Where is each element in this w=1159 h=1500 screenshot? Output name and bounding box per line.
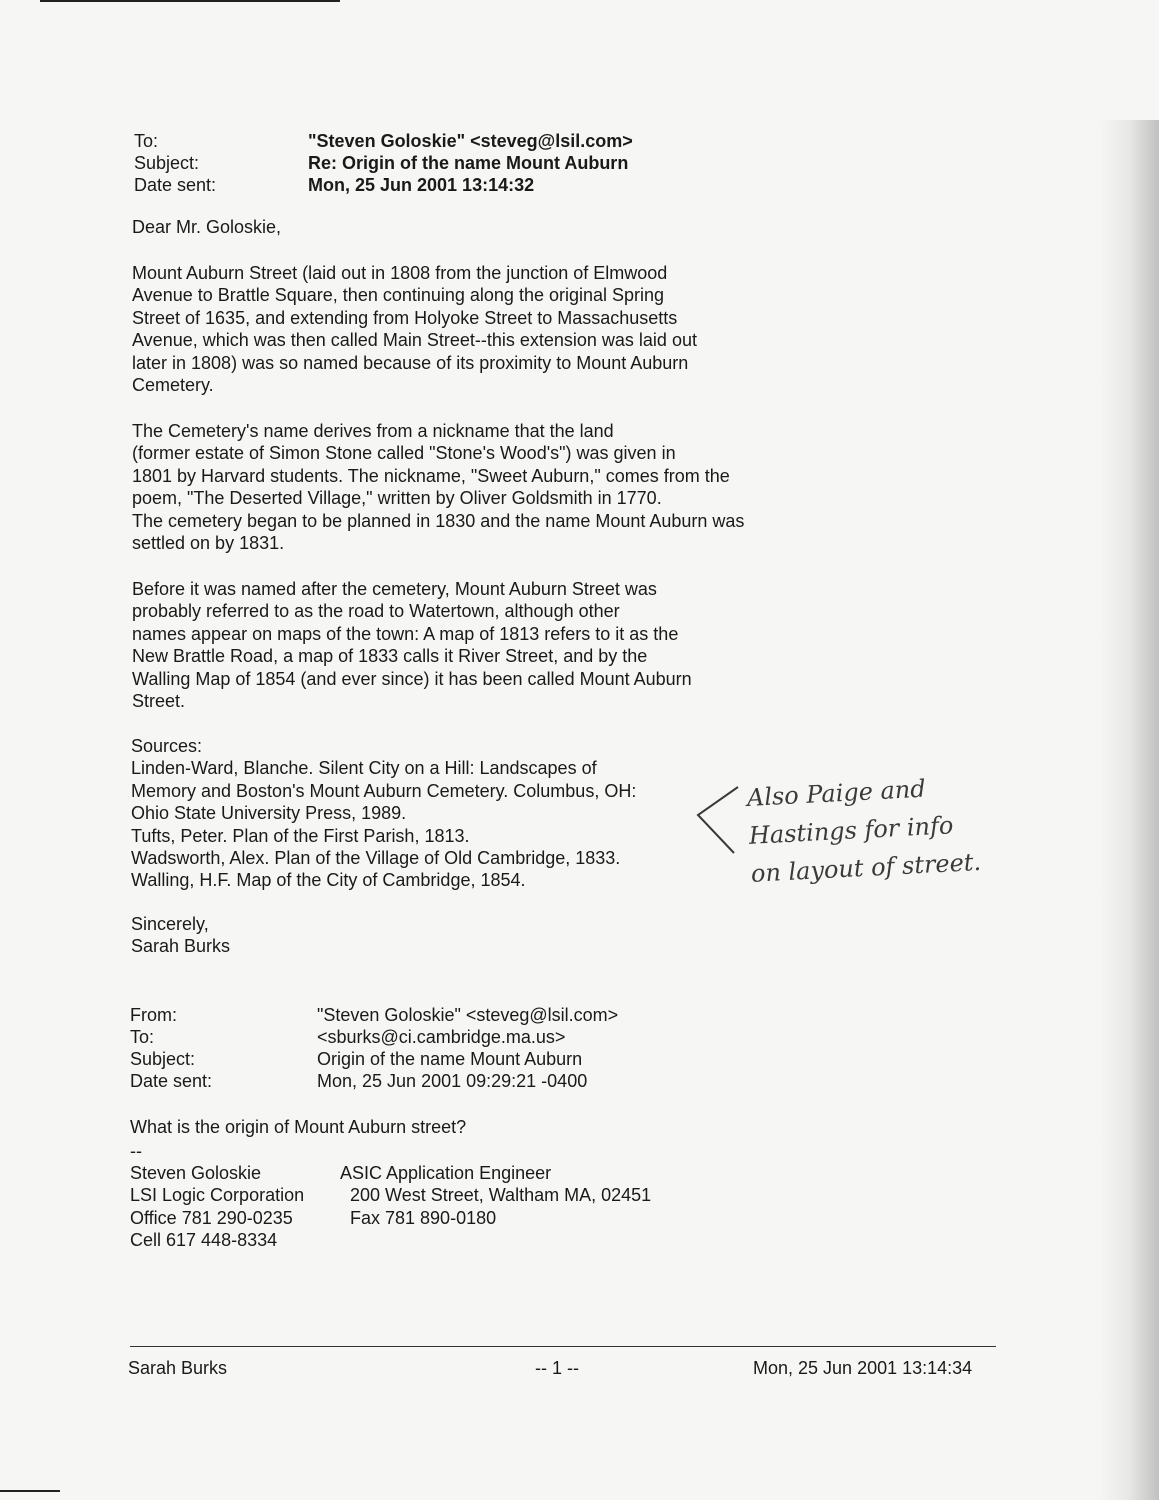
signature-line: LSI Logic Corporation: [130, 1185, 305, 1206]
closing: [131, 913, 831, 958]
reply-email-header: [134, 130, 734, 196]
from-label: From:: [130, 1005, 177, 1025]
paragraph-line: Street.: [132, 690, 186, 711]
signature-right-column: [340, 1162, 651, 1229]
header-row-subject: [134, 152, 734, 174]
paragraph-line: names appear on maps of the town: A map of 1813 refers to it as the: [132, 623, 679, 644]
date-label: Date sent:: [134, 175, 217, 195]
signature-separator: --: [130, 1141, 142, 1161]
paragraph-line: New Brattle Road, a map of 1833 calls it River Street, and by the: [132, 646, 648, 667]
orig-to-value: <sburks@ci.cambridge.ma.us>: [317, 1027, 566, 1047]
header-row-to: [134, 130, 734, 152]
orig-date-label: Date sent:: [130, 1071, 213, 1091]
source-item: Memory and Boston's Mount Auburn Cemetery. Columbus, OH:: [131, 780, 637, 801]
orig-to-label: To:: [130, 1027, 155, 1047]
source-item: Wadsworth, Alex. Plan of the Village of Old Cambridge, 1833.: [131, 847, 621, 868]
closing-name: Sarah Burks: [131, 936, 231, 957]
closing-line: Sincerely,: [131, 914, 209, 934]
signature-line: Office 781 290-0235: [130, 1207, 293, 1228]
paragraph-line: settled on by 1831.: [132, 532, 285, 553]
signature-left-column: [130, 1162, 304, 1252]
source-item: Ohio State University Press, 1989.: [131, 803, 407, 824]
handwritten-line: Hastings for info: [748, 811, 954, 850]
paragraph-line: Walling Map of 1854 (and ever since) it has been called Mount Auburn: [132, 668, 692, 689]
paragraph-cemetery-name: [132, 420, 832, 554]
footer-timestamp: Mon, 25 Jun 2001 13:14:34: [753, 1358, 973, 1378]
paragraph-line: Mount Auburn Street (laid out in 1808 from the junction of Elmwood: [132, 263, 668, 283]
orig-subject-label: Subject:: [130, 1049, 196, 1069]
handwritten-line: Also Paige and: [746, 774, 927, 812]
signature-line: Steven Goloskie: [130, 1163, 262, 1183]
paragraph-line: The cemetery began to be planned in 1830 and the name Mount Auburn was: [132, 510, 745, 531]
paragraph-line: poem, "The Deserted Village," written by Oliver Goldsmith in 1770.: [132, 488, 662, 509]
signature-line: ASIC Application Engineer: [340, 1163, 552, 1183]
paragraph-line: Cemetery.: [132, 374, 214, 395]
header-row-date: [134, 174, 734, 196]
orig-row-to: [130, 1026, 730, 1048]
paragraph-line: probably referred to as the road to Watertown, although other: [132, 601, 620, 622]
to-label: To:: [134, 131, 159, 151]
handwritten-note: [690, 775, 1050, 895]
subject-value: Re: Origin of the name Mount Auburn: [308, 153, 629, 173]
original-question: What is the origin of Mount Auburn street?: [130, 1117, 467, 1137]
paragraph-line: (former estate of Simon Stone called "Stone's Wood's") was given in: [132, 443, 676, 464]
orig-date-value: Mon, 25 Jun 2001 09:29:21 -0400: [317, 1071, 588, 1091]
sources-heading: Sources:: [131, 736, 203, 756]
paragraph-line: The Cemetery's name derives from a nickname that the land: [132, 421, 614, 441]
source-item: Tufts, Peter. Plan of the First Parish, 1813.: [131, 825, 470, 846]
orig-subject-value: Origin of the name Mount Auburn: [317, 1049, 583, 1069]
handwritten-line: on layout of street.: [750, 847, 982, 888]
paragraph-line: Street of 1635, and extending from Holyoke Street to Massachusetts: [132, 307, 678, 328]
paragraph-line: Before it was named after the cemetery, Mount Auburn Street was: [132, 579, 657, 599]
signature-line: 200 West Street, Waltham MA, 02451: [350, 1185, 652, 1206]
greeting: Dear Mr. Goloskie,: [132, 217, 282, 237]
to-value: "Steven Goloskie" <steveg@lsil.com>: [308, 131, 633, 151]
paragraph-line: Avenue to Brattle Square, then continuing along the original Spring: [132, 285, 665, 306]
orig-row-date: [130, 1070, 730, 1092]
signature-line: Fax 781 890-0180: [350, 1207, 497, 1228]
footer-page-number: -- 1 --: [535, 1358, 579, 1378]
paragraph-line: 1801 by Harvard students. The nickname, "Sweet Auburn," comes from the: [132, 465, 730, 486]
footer-divider: [130, 1346, 996, 1347]
signature-line: Cell 617 448-8334: [130, 1230, 278, 1251]
scan-top-mark: [40, 0, 340, 2]
bracket-mark-icon: [690, 775, 750, 865]
original-email-header: [130, 1004, 730, 1092]
subject-label: Subject:: [134, 153, 200, 173]
source-item: Linden-Ward, Blanche. Silent City on a Hill: Landscapes of: [131, 758, 597, 779]
scan-edge-shadow: [1099, 120, 1159, 1500]
scan-bottom-mark: [0, 1490, 60, 1492]
date-value: Mon, 25 Jun 2001 13:14:32: [308, 175, 535, 195]
footer-author: Sarah Burks: [128, 1358, 228, 1378]
from-value: "Steven Goloskie" <steveg@lsil.com>: [317, 1005, 619, 1025]
orig-row-subject: [130, 1048, 730, 1070]
source-item: Walling, H.F. Map of the City of Cambridge, 1854.: [131, 870, 526, 891]
paragraph-street-history: [132, 262, 832, 396]
paragraph-earlier-names: [132, 578, 832, 712]
paragraph-line: later in 1808) was so named because of its proximity to Mount Auburn: [132, 352, 689, 373]
paragraph-line: Avenue, which was then called Main Street--this extension was laid out: [132, 330, 697, 351]
orig-row-from: [130, 1004, 730, 1026]
